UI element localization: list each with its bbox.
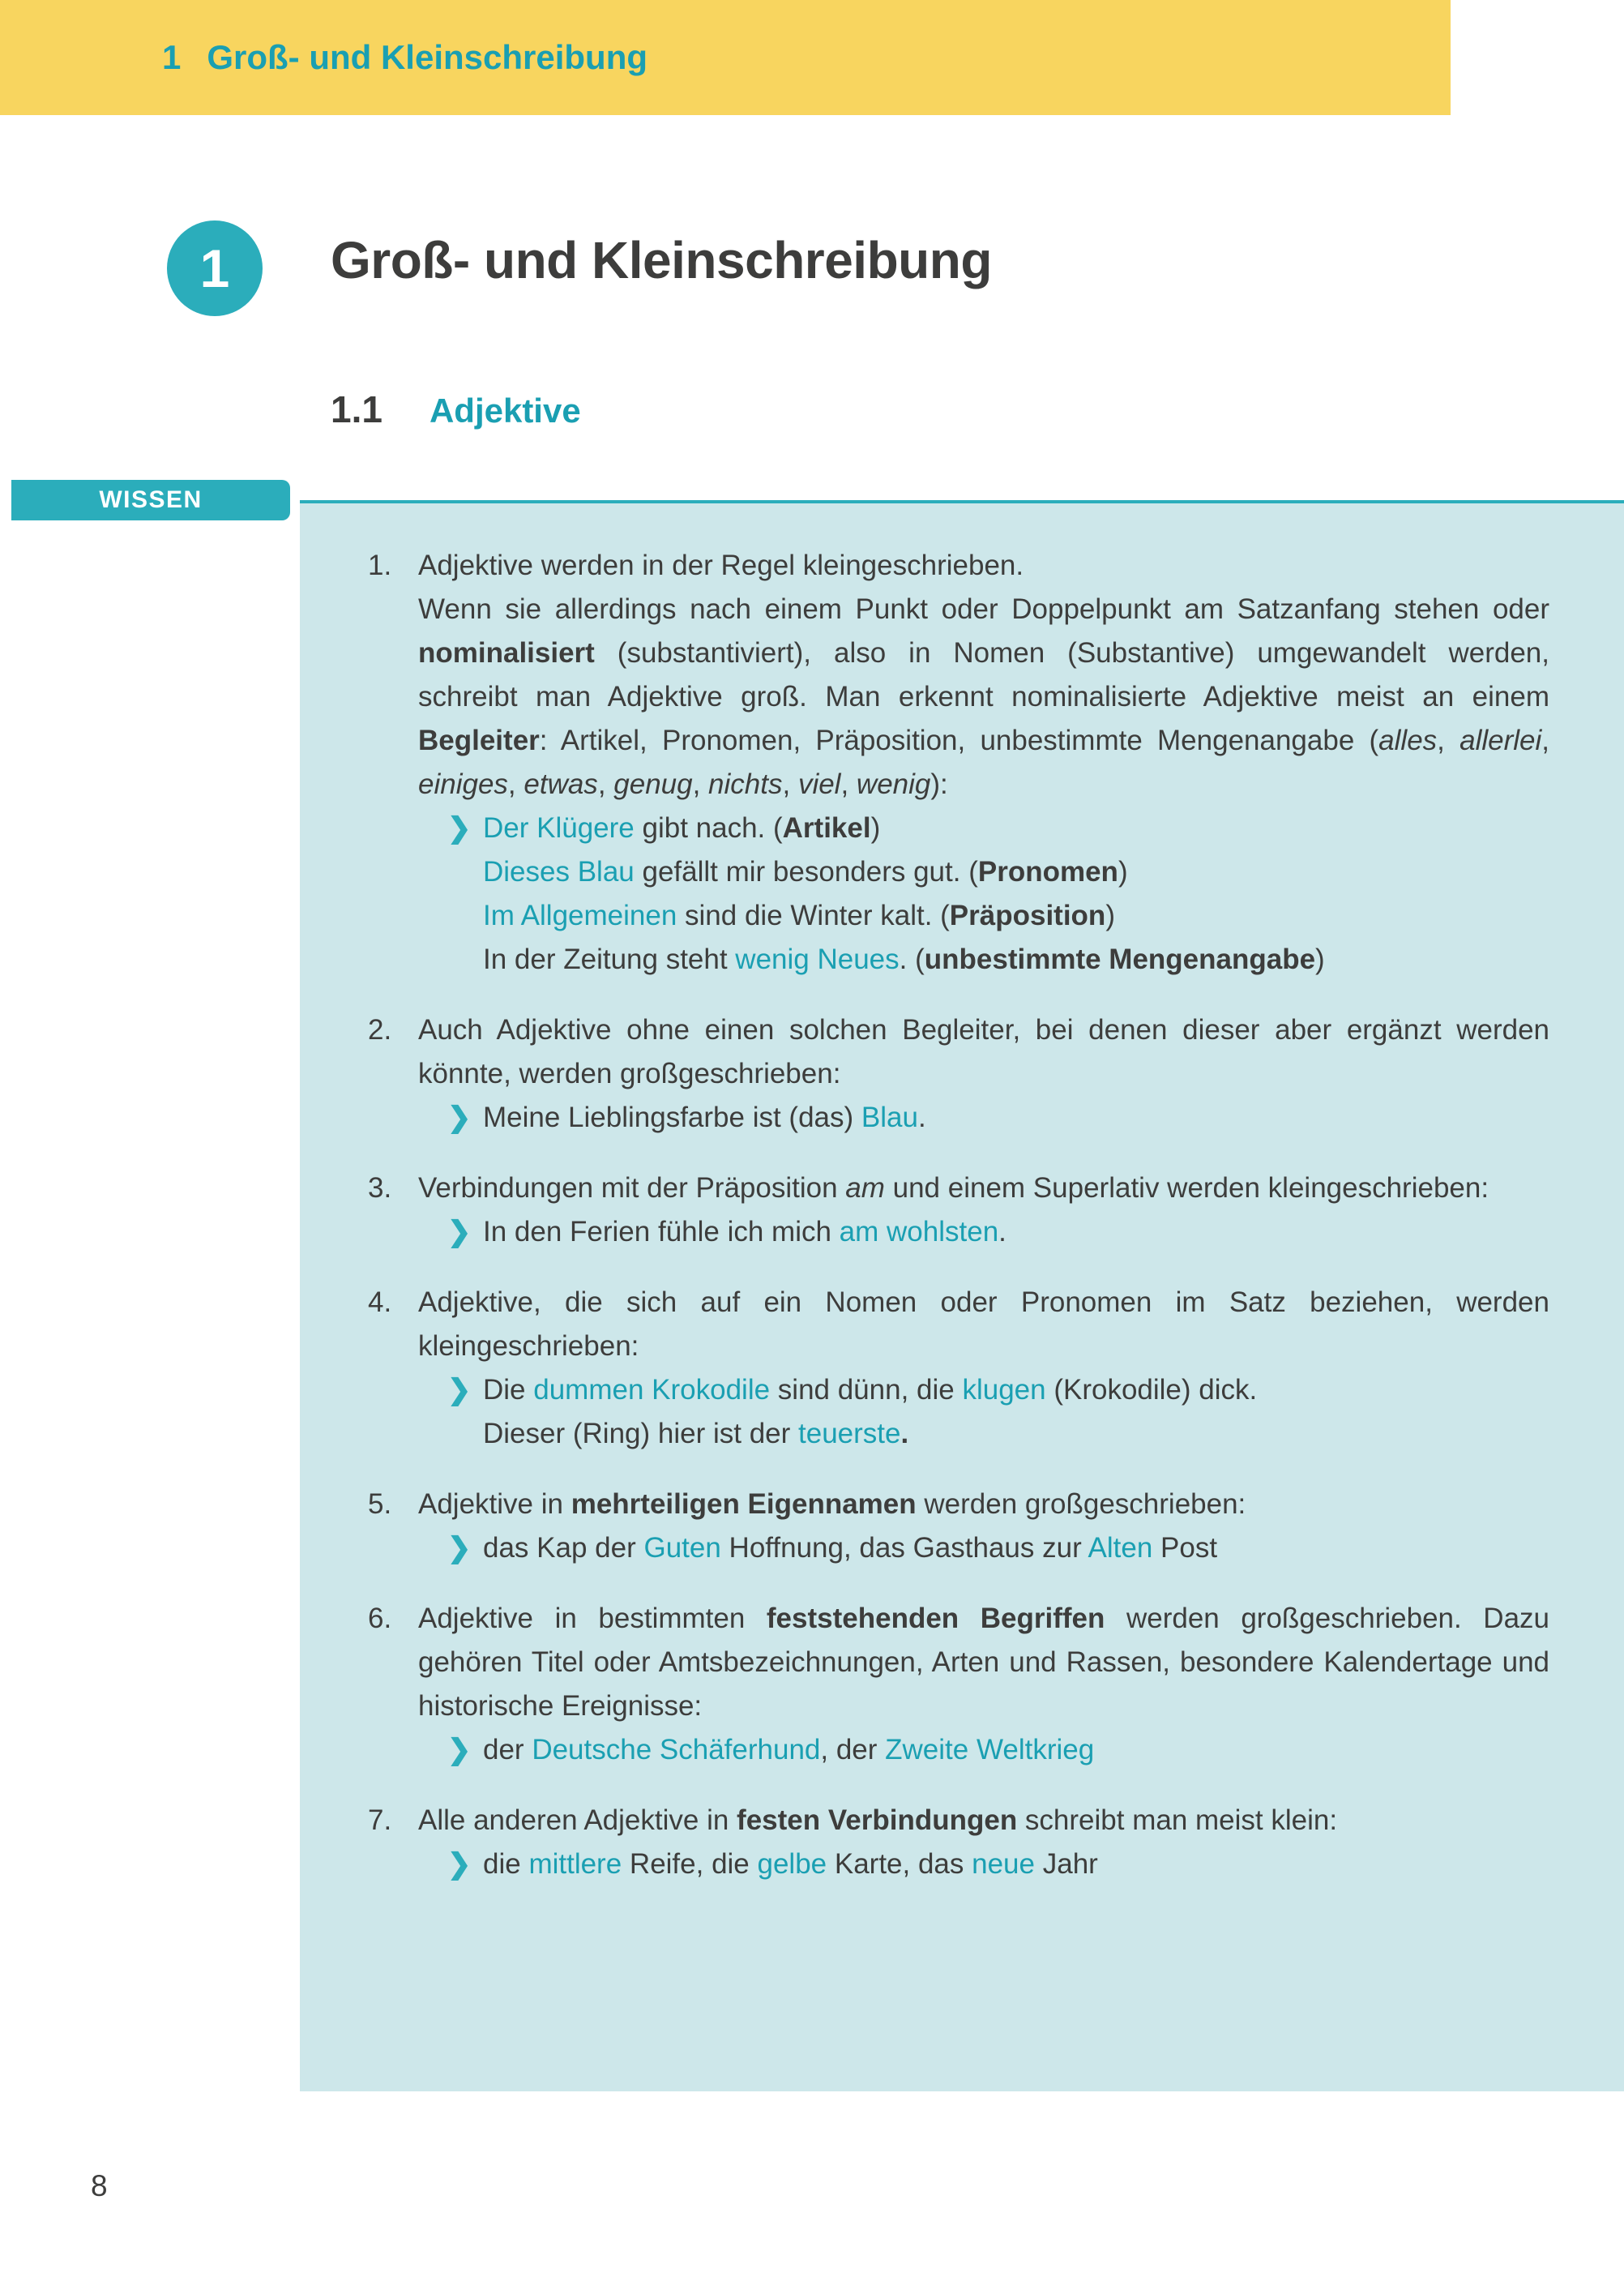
text-segment: sind dünn, die [770, 1374, 963, 1406]
rule-number: 4. [368, 1286, 392, 1318]
wissen-tab [11, 480, 290, 520]
rule-item [368, 1597, 1549, 1772]
text-segment: alles [1378, 725, 1438, 756]
text-segment: Adjektive in [418, 1488, 571, 1520]
text-segment: ) [1315, 944, 1325, 975]
text-segment: Verbindungen mit der Präposition [418, 1172, 846, 1204]
text-segment: Meine Lieblingsfarbe ist (das) [483, 1102, 861, 1133]
text-segment: Wenn sie allerdings nach einem Punkt oder Doppelpunkt am Satzanfang stehen oder [418, 593, 1549, 625]
text-segment: Blau [861, 1102, 918, 1133]
text-segment: In den Ferien fühle ich mich [483, 1216, 840, 1248]
text-segment: werden großgeschrieben: [916, 1488, 1246, 1520]
text-segment: am [845, 1172, 885, 1204]
knowledge-box [300, 503, 1624, 2091]
text-segment: nichts [708, 768, 783, 800]
page-number: 8 [91, 2169, 108, 2202]
text-segment: Die [483, 1374, 534, 1406]
text-segment: wenig [856, 768, 931, 800]
example-chevron-icon: ❯ [447, 1734, 472, 1765]
text-segment: In der Zeitung steht [483, 944, 736, 975]
running-head [0, 0, 1451, 115]
text-segment: ) [1105, 900, 1115, 931]
text-segment: Pronomen [977, 856, 1118, 888]
text-segment: Reife, die [622, 1848, 758, 1880]
rule-item [368, 1281, 1549, 1456]
text-segment: Hoffnung, das Gasthaus zur [720, 1532, 1088, 1564]
text-segment: genug [613, 768, 693, 800]
text-segment: Adjektive, die sich auf ein Nomen oder Pronomen im Satz beziehen, werden kleingeschrieben: [418, 1286, 1549, 1362]
text-segment: , [840, 768, 857, 800]
rule-item [368, 1799, 1549, 1886]
rule-body [418, 1281, 1549, 1456]
text-segment: und einem Superlativ werden kleingeschrieben: [884, 1172, 1489, 1204]
text-segment: . [917, 1102, 926, 1133]
text-segment: einiges [418, 768, 508, 800]
rule-example [418, 894, 1549, 938]
rule-example [418, 1412, 1549, 1456]
text-segment: feststehenden Begriffen [766, 1603, 1105, 1634]
text-segment: mehrteiligen Eigennamen [571, 1488, 917, 1520]
rule-body [418, 1166, 1549, 1254]
text-segment: festen Verbindungen [737, 1804, 1018, 1836]
rule-item [368, 1008, 1549, 1140]
rule-body [418, 1799, 1549, 1886]
rule-example [418, 807, 1549, 850]
text-segment: ) [870, 812, 881, 844]
text-segment: Jahr [1035, 1848, 1098, 1880]
text-segment: , [692, 768, 709, 800]
text-segment: unbestimmte Mengenangabe [924, 944, 1316, 975]
chapter-number-badge: 1 [167, 220, 263, 316]
text-segment: Dieses Blau [483, 856, 635, 888]
rule-example [418, 850, 1549, 894]
text-segment: allerlei [1459, 725, 1542, 756]
text-segment: : Artikel, Pronomen, Präposition, unbestimmte Mengenangabe ( [539, 725, 1379, 756]
text-segment: nominalisiert [418, 637, 595, 669]
rule-example [418, 1210, 1549, 1254]
rule-example [418, 1368, 1549, 1412]
rule-body [418, 544, 1549, 982]
text-segment: Alle anderen Adjektive in [418, 1804, 737, 1836]
text-segment: Zweite Weltkrieg [885, 1734, 1095, 1765]
text-segment: Alten [1088, 1532, 1153, 1564]
rule-item [368, 1483, 1549, 1570]
example-chevron-icon: ❯ [447, 812, 472, 844]
example-chevron-icon: ❯ [447, 1102, 472, 1133]
text-segment: schreibt man meist klein: [1017, 1804, 1338, 1836]
example-chevron-icon: ❯ [447, 1216, 472, 1248]
text-segment: gelbe [757, 1848, 827, 1880]
text-segment: wenig Neues [735, 944, 900, 975]
text-segment: , [782, 768, 798, 800]
rule-example [418, 1842, 1549, 1886]
text-segment: Post [1152, 1532, 1218, 1564]
text-segment: , [1541, 725, 1549, 756]
chapter-title: Groß- und Kleinschreibung [331, 231, 992, 289]
text-segment: (substantiviert), also in Nomen (Substantive) umgewandelt werden, schreibt man Adjektive groß. Man erkennt nominalisierte Adjektive meist an einem [418, 637, 1549, 713]
rules-list [368, 544, 1549, 1886]
text-segment: das Kap der [483, 1532, 644, 1564]
text-segment: Dieser (Ring) hier ist der [483, 1418, 798, 1449]
rule-text [418, 544, 1549, 588]
text-segment: Auch Adjektive ohne einen solchen Begleiter, bei denen dieser aber ergänzt werden könnte, werden großgeschrieben: [418, 1014, 1549, 1089]
rule-text [418, 1799, 1549, 1842]
text-segment: ) [1118, 856, 1128, 888]
rule-text [418, 1597, 1549, 1728]
running-head-title: Groß- und Kleinschreibung [207, 38, 648, 76]
rule-text [418, 1483, 1549, 1526]
text-segment: Adjektive in bestimmten [418, 1603, 767, 1634]
rule-body [418, 1597, 1549, 1772]
text-segment: , [507, 768, 524, 800]
rule-number: 2. [368, 1014, 392, 1046]
text-segment: ): [930, 768, 948, 800]
text-segment: Karte, das [827, 1848, 972, 1880]
text-segment: etwas [524, 768, 598, 800]
rule-body [418, 1483, 1549, 1570]
text-segment: Deutsche Schäferhund [532, 1734, 821, 1765]
text-segment: viel [797, 768, 841, 800]
rule-number: 6. [368, 1603, 392, 1634]
example-chevron-icon: ❯ [447, 1532, 472, 1564]
example-chevron-icon: ❯ [447, 1848, 472, 1880]
text-segment: Guten [643, 1532, 721, 1564]
text-segment: . [998, 1216, 1006, 1248]
rule-text [418, 1166, 1549, 1210]
text-segment: gibt nach. ( [634, 812, 783, 844]
text-segment: klugen [962, 1374, 1046, 1406]
rule-item [368, 544, 1549, 982]
text-segment: Präposition [949, 900, 1106, 931]
section-title: Adjektive [429, 392, 581, 430]
text-segment: teuerste [798, 1418, 901, 1449]
rule-text [418, 588, 1549, 807]
wissen-tab-label: WISSEN [99, 486, 203, 513]
rule-number: 5. [368, 1488, 392, 1520]
rule-number: 1. [368, 550, 392, 581]
text-segment: Adjektive werden in der Regel kleingeschrieben. [418, 550, 1024, 581]
text-segment: sind die Winter kalt. ( [677, 900, 950, 931]
rule-example [418, 1526, 1549, 1570]
text-segment: neue [972, 1848, 1035, 1880]
section-heading [331, 387, 581, 431]
rule-example [418, 938, 1549, 982]
text-segment: mittlere [528, 1848, 622, 1880]
example-chevron-icon: ❯ [447, 1374, 472, 1406]
rule-item [368, 1166, 1549, 1254]
text-segment: , der [820, 1734, 886, 1765]
section-number: 1.1 [331, 388, 382, 430]
text-segment: gefällt mir besonders gut. ( [634, 856, 978, 888]
rule-body [418, 1008, 1549, 1140]
text-segment: . [900, 1418, 909, 1449]
text-segment: werden großgeschrieben. Dazu gehören Titel oder Amtsbezeichnungen, Arten und Rassen, besondere Kalendertage und historische Ereignisse: [418, 1603, 1550, 1722]
text-segment: Im Allgemeinen [483, 900, 677, 931]
rule-text [418, 1008, 1549, 1096]
text-segment: Begleiter [418, 725, 540, 756]
text-segment: , [1437, 725, 1460, 756]
text-segment: . ( [899, 944, 925, 975]
rule-example [418, 1728, 1549, 1772]
text-segment: Der Klügere [483, 812, 635, 844]
text-segment: dummen Krokodile [533, 1374, 771, 1406]
running-head-chapter-number: 1 [162, 38, 182, 76]
text-segment: (Krokodile) dick. [1045, 1374, 1258, 1406]
rule-number: 3. [368, 1172, 392, 1204]
text-segment: am wohlsten [839, 1216, 999, 1248]
text-segment: , [597, 768, 614, 800]
rule-example [418, 1096, 1549, 1140]
rule-number: 7. [368, 1804, 392, 1836]
text-segment: Artikel [782, 812, 871, 844]
rule-text [418, 1281, 1549, 1368]
text-segment: der [483, 1734, 532, 1765]
text-segment: die [483, 1848, 529, 1880]
